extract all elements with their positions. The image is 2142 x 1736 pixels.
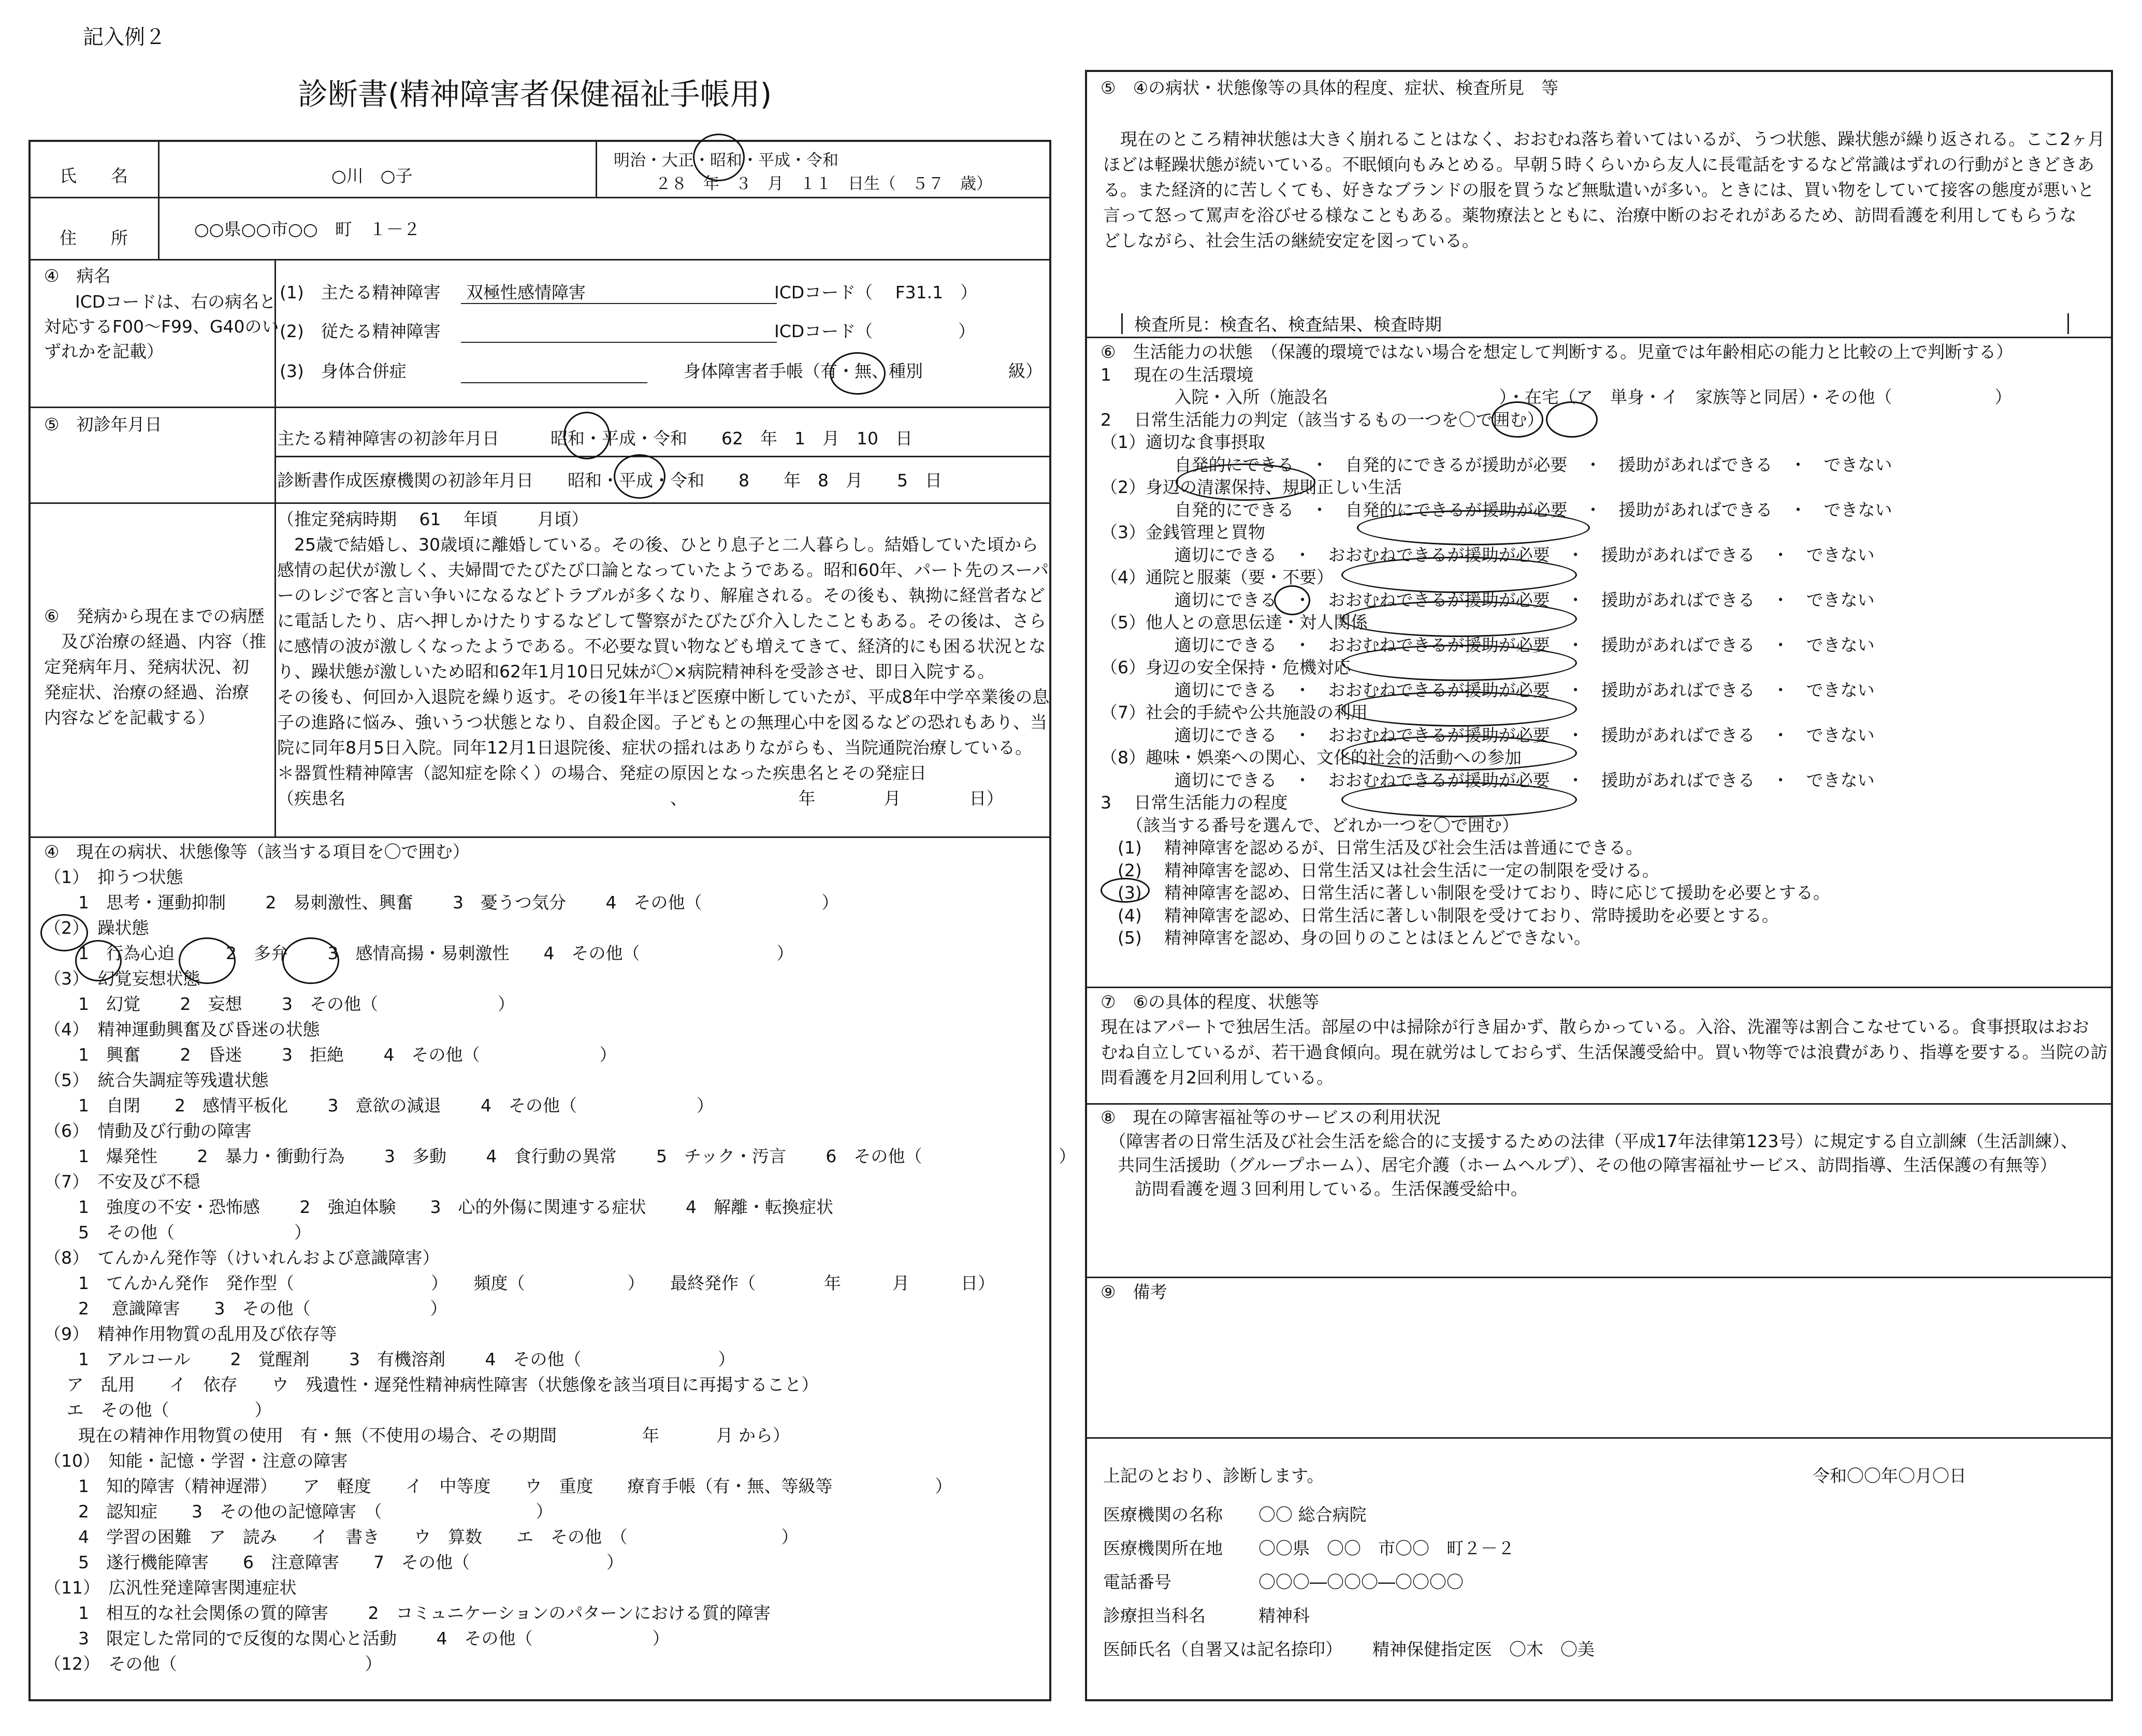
circle-mania-item-3	[282, 937, 339, 984]
sec5-text: 現在のところ精神状態は大きく崩れることはなく、おおむね落ち着いてはいるが、うつ状態、躁状態が繰り返される。ここ2ヶ月 ほどは軽躁状態が続いている。不眠傾向もみとめる。早朝５時くらいから友人に長電話をするなど常識はずれの行動がときどきあ る。また経済的に苦しくても、好きなブランドの服を買うなど無駄遣いが多い。ときには、買い物をしていて接客の態度が悪いと 言って怒って罵声を浴びせる様なこともある。薬物療法とともに、治療中断のおそれがあるため、訪問看護を利用してもらうな どしながら、社会生活の継続安定を図っている。	[1103, 129, 2105, 251]
sec6-life-ability: ⑥ 生活能力の状態 （保護的環境ではない場合を想定して判断する。児童では年齢相応の能力と比較の上で判断する） 1 現在の生活環境 入院・入所（施設名 ）・在宅（ア 単身・イ 家族等と同居）・その他（ ） 2 日常生活能力の判定（該当するもの一つを〇で囲む） （1）適切な食事摂取 自発的にできる ・ 自発的にできるが援助が必要 ・ 援助があればできる ・ できない （2）身辺の清潔保持、規則正しい生活 自発的にできる ・ 自発的にできるが援助が必要 ・ 援助があればできる ・ できない （3）金銭管理と買物 適切にできる ・ おおむねできるが援助が必要 ・ 援助があればできる ・ できない （4）通院と服薬（要・不要） 適切にできる ・ おおむねできるが援助が必要 ・ 援助があればできる ・ できない （5）他人との意思伝達・対人関係 適切にできる ・ おおむねできるが援助が必要 ・ 援助があればできる ・ できない （6）身辺の安全保持・危機対応 適切にできる ・ おおむねできるが援助が必要 ・ 援助があればできる ・ できない （7）社会的手続や公共施設の利用 適切にできる ・ おおむねできるが援助が必要 ・ 援助があればできる ・ できない （8）趣味・娯楽への関心、文化的社会的活動への参加 適切にできる ・ おおむねできるが援助が必要 ・ 援助があればできる ・ できない 3 日常生活能力の程度 （該当する番号を選んで、どれか一つを〇で囲む） (1) 精神障害を認めるが、日常生活及び社会生活は普通にできる。 (2) 精神障害を認め、日常生活又は社会生活に一定の制限を受ける。 (3) 精神障害を認め、日常生活に著しい制限を受けており、時に応じて援助を必要とする。 (4) 精神障害を認め、日常生活に著しい制限を受けており、常時援助を必要とする。 (5) 精神障害を認め、身の回りのことはほとんどできない。	[1101, 342, 2014, 948]
address-label: 住 所	[60, 228, 128, 248]
birth-era-options: 明治・大正・昭和・平成・令和	[614, 151, 838, 170]
circle-degree-2	[1101, 878, 1150, 903]
physical-complication-label: (3) 身体合併症	[280, 361, 407, 381]
circle-heisei-facility	[614, 454, 665, 499]
circle-item4-needed	[1274, 585, 1310, 615]
sec7-text: 現在はアパートで独居生活。部屋の中は掃除が行き届かず、散らかっている。入浴、洗濯等は割合こなせている。食事摂取はおお むね自立しているが、若干過食傾向。現在就労はしておらず、生活保護受給中。買い物等では浪費があり、指導を要する。当院の訪 問看護を月2回利用している。	[1101, 1017, 2108, 1088]
circle-item6-judgement	[1341, 691, 1577, 727]
circle-mania-item-2	[179, 937, 236, 984]
page-title: 診断書(精神障害者保健福祉手帳用)	[298, 77, 772, 112]
symptoms-section: ④ 現在の病状、状態像等（該当する項目を〇で囲む） （1） 抑うつ状態 1 思考・運動抑制 2 易刺激性、興奮 3 憂うつ気分 4 その他（ ） （2） 躁状態 1 行為心迫 2 多弁 3 感情高揚・易刺激性 4 その他（ ） （3） 幻覚妄想状態 1 幻覚 2 妄想 3 その他（ ） （4） 精神運動興奮及び昏迷の状態 1 興奮 2 昏迷 3 拒絶 4 その他（ ） （5） 統合失調症等残遺状態 1 自閉 2 感情平板化 3 意欲の減退 4 その他（ ） （6） 情動及び行動の障害 1 爆発性 2 暴力・衝動行為 3 多動 4 食行動の異常 5 チック・汚言 6 その他（ ） （7） 不安及び不穏 1 強度の不安・恐怖感 2 強迫体験 3 心的外傷に関連する症状 4 解離・転換症状 5 その他（ ） （8） てんかん発作等（けいれんおよび意識障害） 1 てんかん発作 発作型（ ） 頻度（ ） 最終発作（ 年 月 日） 2 意識障害 3 その他（ ） （9） 精神作用物質の乱用及び依存等 1 アルコール 2 覚醒剤 3 有機溶剤 4 その他（ ） ア 乱用 イ 依存 ウ 残遺性・遅発性精神病性障害（状態像を該当項目に再掲すること） エ その他（ ） 現在の精神作用物質の使用 有・無（不使用の場合、その期間 年 月 から） （10） 知能・記憶・学習・注意の障害 1 知的障害（精神遅滞） ア 軽度 イ 中等度 ウ 重度 療育手帳（有・無、等級等 ） 2 認知症 3 その他の記憶障害 （ ） 4 学習の困難 ア 読み イ 書き ウ 算数 エ その他 （ ） 5 遂行機能障害 6 注意障害 7 その他（ ） （11） 広汎性発達障害関連症状 1 相互的な社会関係の質的障害 2 コミュニケーションのパターンにおける質的障害 3 限定した常同的で反復的な関心と活動 4 その他（ ） （12） その他（ ）	[44, 842, 1076, 1674]
disease-heading: ④ 病名	[44, 266, 111, 286]
circle-mania-item-1	[75, 940, 122, 981]
facility-address-label: 医療機関所在地	[1103, 1538, 1223, 1558]
patient-name: ○川 ○子	[331, 166, 413, 186]
circle-item2-judgement	[1357, 510, 1590, 545]
circle-item1-judgement	[1176, 464, 1315, 501]
sec7-heading: ⑦ ⑥の具体的程度、状態等	[1101, 992, 1320, 1012]
closing-statement: 上記のとおり、診断します。	[1103, 1466, 1324, 1486]
main-icd-code: ICDコード（ F31.1 ）	[774, 282, 978, 302]
department-label: 診療担当科名	[1103, 1605, 1206, 1626]
department: 精神科	[1258, 1605, 1310, 1626]
main-disorder-label: (1) 主たる精神障害	[280, 282, 441, 302]
circle-showa-birth	[693, 134, 745, 181]
doctor-label: 医師氏名（自署又は記名捺印）	[1103, 1639, 1342, 1659]
history-text: （推定発病時期 61 年頃 月頃） 25歳で結婚し、30歳頃に離婚している。その後、ひとり息子と二人暮らし。結婚していた頃から 感情の起伏が激しく、夫婦間でたびたび口論となっていたようである。昭和60年、パート先のスーパ ーのレジで客と言い争いになるなどトラブルが多くなり、解雇される。その後も、執拗に経営者など に電話したり、店へ押しかけたりするなどして警察がたびたび介入したこともある。その後は、さら に感情の波が激しくなったようである。不必要な買い物なども増えてきて、経済的にも困る状況とな り、躁状態が激しいため昭和62年1月10日兄妹が〇×病院精神科を受診させ、即日入院する。 その後も、何回か入退院を繰り返す。その後1年半ほど医療中断していたが、平成8年中学卒業後の息 子の進路に悩み、強いうつ状態となり、自殺企図。子どもとの無理心中を図るなどの恐れもあり、当 院に同年8月5日入院。同年12月1日退院後、症状の揺れはありながらも、当院通院治療している。 ＊器質性精神障害（認知症を除く）の場合、発症の原因となった疾患名とその発症日 （疾患名 、 年 月 日）	[277, 509, 1050, 808]
phone-number: 〇〇〇―〇〇〇―〇〇〇〇	[1258, 1572, 1464, 1592]
name-label: 氏 名	[60, 166, 128, 186]
circle-item3-judgement	[1341, 557, 1577, 593]
closing-date: 令和〇〇年〇月〇日	[1813, 1466, 1966, 1486]
sec8-services: ⑧ 現在の障害福祉等のサービスの利用状況 （障害者の日常生活及び社会生活を総合的に支援するための法律（平成17年法律第123号）に規定する自立訓練（生活訓練）、 共同生活援助（グループホーム）、居宅介護（ホームヘルプ）、その他の障害福祉サービス、訪問指導、生活保護の有無等） 訪問看護を週３回利用している。生活保護受給中。	[1101, 1107, 2078, 1199]
physical-handbook: 身体障害者手帳（有・無、種別 級）	[684, 361, 1043, 381]
address-value: ○○県○○市○○ 町 １－２	[194, 219, 421, 239]
first-visit-main: 主たる精神障害の初診年月日 昭和・平成・令和 62 年 1 月 10 日	[277, 428, 913, 449]
main-disorder-value: 双極性感情障害	[466, 282, 586, 302]
secondary-disorder-label: (2) 従たる精神障害	[280, 321, 441, 341]
circle-item8-judgement	[1341, 782, 1577, 817]
facility-name: 〇〇 総合病院	[1258, 1504, 1367, 1525]
circle-showa-first-visit	[563, 412, 610, 459]
history-heading: ⑥ 発病から現在までの病歴 及び治療の経過、内容（推 定発病年月、発病状況、初 発症状、治療の経過、治療 内容などを記載する）	[44, 606, 266, 728]
circle-handbook-none	[830, 352, 886, 395]
disease-note: 対応するF00～F99、G40のい	[44, 316, 279, 337]
secondary-icd-code: ICDコード（ ）	[774, 321, 976, 341]
circle-living-alone	[1546, 401, 1598, 438]
example-label: 記入例２	[83, 25, 166, 49]
first-visit-facility: 診断書作成医療機関の初診年月日 昭和・平成・令和 8 年 8 月 5 日	[277, 470, 942, 490]
disease-note: ICDコードは、右の病名と	[75, 292, 277, 312]
circle-item7-judgement	[1341, 735, 1577, 771]
circle-at-home	[1492, 401, 1543, 438]
birth-date: ２８ 年 ３ 月 １１ 日生（ ５７ 歳）	[655, 175, 992, 193]
facility-name-label: 医療機関の名称	[1103, 1504, 1223, 1525]
doctor-name: 精神保健指定医 〇木 〇美	[1372, 1639, 1595, 1659]
circle-mania-state	[40, 914, 88, 951]
disease-note: ずれかを記載）	[44, 341, 164, 361]
sec5-heading: ⑤ ④の病状・状態像等の具体的程度、症状、検査所見 等	[1101, 78, 1559, 98]
sec9-heading: ⑨ 備考	[1101, 1282, 1167, 1302]
circle-item4-judgement	[1341, 601, 1577, 637]
facility-address: 〇〇県 〇〇 市〇〇 町２－２	[1258, 1538, 1515, 1558]
circle-item5-judgement	[1341, 645, 1577, 681]
exam-note: 検査所見：検査名、検査結果、検査時期	[1134, 314, 1442, 335]
phone-label: 電話番号	[1103, 1572, 1171, 1592]
first-visit-heading: ⑤ 初診年月日	[44, 414, 162, 435]
